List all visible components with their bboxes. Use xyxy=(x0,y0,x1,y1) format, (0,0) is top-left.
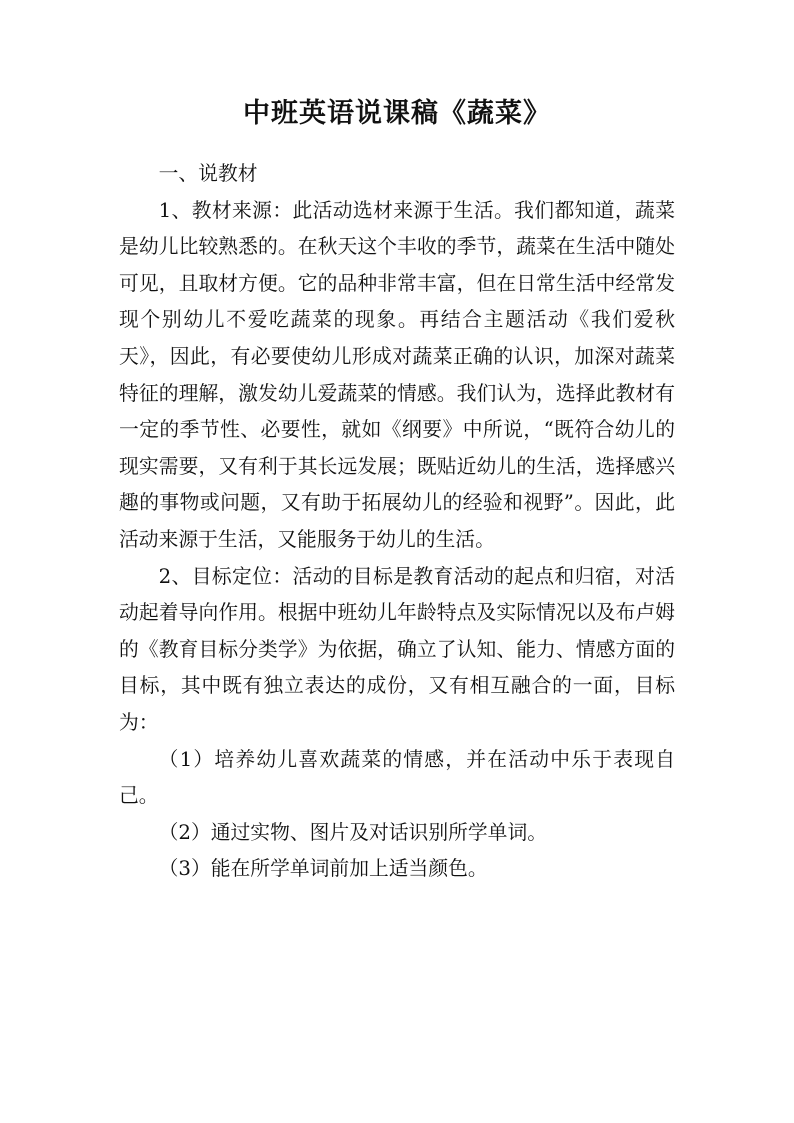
goal-item-1: （1）培养幼儿喜欢蔬菜的情感，并在活动中乐于表现自己。 xyxy=(119,747,675,808)
paragraph-goal-positioning: 2、目标定位：活动的目标是教育活动的起点和归宿，对活动起着导向作用。根据中班幼儿年龄特点及实际情况以及布卢姆的《教育目标分类学》为依据，确立了认知、能力、情感方面的目标，其中既有独立表达的成份，又有相互融合的一面，目标为： xyxy=(119,564,675,734)
goal-item-3: （3）能在所学单词前加上适当颜色。 xyxy=(158,857,488,881)
section-heading: 一、说教材 xyxy=(158,162,258,185)
document-title: 中班英语说课稿《蔬菜》 xyxy=(243,98,551,129)
paragraph-material-source: 1、教材来源：此活动选材来源于生活。我们都知道，蔬菜是幼儿比较熟悉的。在秋天这个丰收的季节，蔬菜在生活中随处可见，且取材方便。它的品种非常丰富，但在日常生活中经常发现个别幼儿不爱吃蔬菜的现象。再结合主题活动《我们爱秋天》，因此，有必要使幼儿形成对蔬菜正确的认识，加深对蔬菜特征的理解，激发幼儿爱蔬菜的情感。我们认为，选择此教材有一定的季节性、必要性，就如《纲要》中所说，“既符合幼儿的现实需要，又有利于其长远发展；既贴近幼儿的生活，选择感兴趣的事物或问题，又有助于拓展幼儿的经验和视野”。因此，此活动来源于生活，又能服务于幼儿的生活。 xyxy=(119,198,675,551)
goal-item-2: （2）通过实物、图片及对话识别所学单词。 xyxy=(158,820,548,844)
document-body xyxy=(119,156,675,888)
